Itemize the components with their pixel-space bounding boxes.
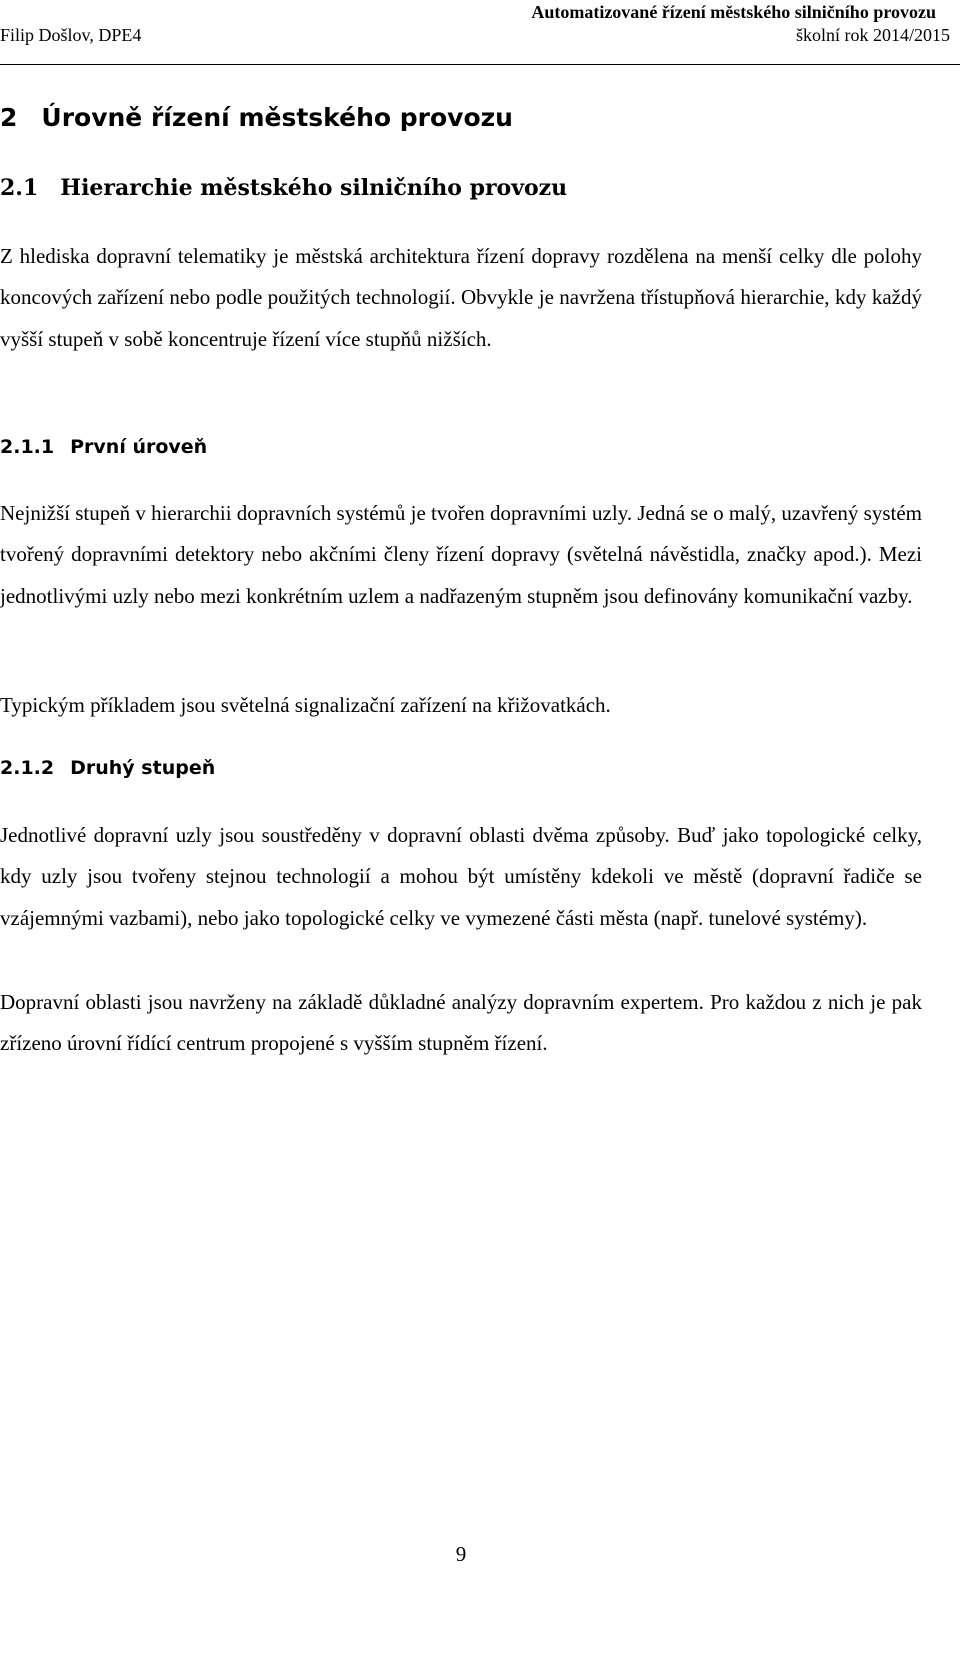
- chapter-title: Úrovně řízení městského provozu: [41, 103, 513, 132]
- subsection-2-heading: [0, 755, 215, 781]
- subsection-2-title: Druhý stupeň: [70, 757, 216, 779]
- header-author: Filip Došlov, DPE4: [0, 25, 142, 45]
- subsection-1-heading: [0, 434, 207, 460]
- header-school-year: školní rok 2014/2015: [795, 25, 950, 45]
- section-heading: [0, 173, 567, 203]
- chapter-heading: [0, 102, 513, 134]
- subsection-1-paragraph-1: Nejnižší stupeň v hierarchii dopravních systémů je tvořen dopravními uzly. Jedná se o malý, uzavřený systém tvořený dopravními detektory nebo akčními členy řízení dopravy (světelná návěstidla, značky apod.). Mezi jednotlivými uzly nebo mezi konkrétním uzlem a nadřazeným stupněm jsou definovány komunikační vazby.: [0, 501, 922, 608]
- subsection-1-title: První úroveň: [70, 436, 208, 458]
- subsection-2-number: 2.1.2: [0, 757, 55, 779]
- section-title: Hierarchie městského silničního provozu: [60, 175, 568, 201]
- subsection-2-paragraph-2: Dopravní oblasti jsou navrženy na základě důkladné analýzy dopravním expertem. Pro každou z nich je pak zřízeno úrovní řídící centrum propojené s vyšším stupněm řízení.: [0, 990, 922, 1056]
- header-divider: [0, 64, 960, 65]
- subsection-1-paragraph-2: Typickým příkladem jsou světelná signalizační zařízení na křižovatkách.: [0, 693, 611, 717]
- subsection-2-paragraph-1: Jednotlivé dopravní uzly jsou soustředěny v dopravní oblasti dvěma způsoby. Buď jako topologické celky, kdy uzly jsou tvořeny stejnou technologií a mohou být umístěny kdekoli ve městě (dopravní řadiče se vzájemnými vazbami), nebo jako topologické celky ve vymezené části města (např. tunelové systémy).: [0, 823, 922, 930]
- section-paragraph: Z hlediska dopravní telematiky je městská architektura řízení dopravy rozdělena na menší celky dle polohy koncových zařízení nebo podle použitých technologií. Obvykle je navržena třístupňová hierarchie, kdy každý vyšší stupeň v sobě koncentruje řízení více stupňů nižších.: [0, 244, 922, 351]
- section-number: 2.1: [0, 175, 39, 201]
- page-number: 9: [455, 1542, 467, 1566]
- chapter-number: 2: [0, 103, 18, 132]
- header-document-title: Automatizované řízení městského silničního provozu: [531, 2, 936, 22]
- subsection-1-number: 2.1.1: [0, 436, 55, 458]
